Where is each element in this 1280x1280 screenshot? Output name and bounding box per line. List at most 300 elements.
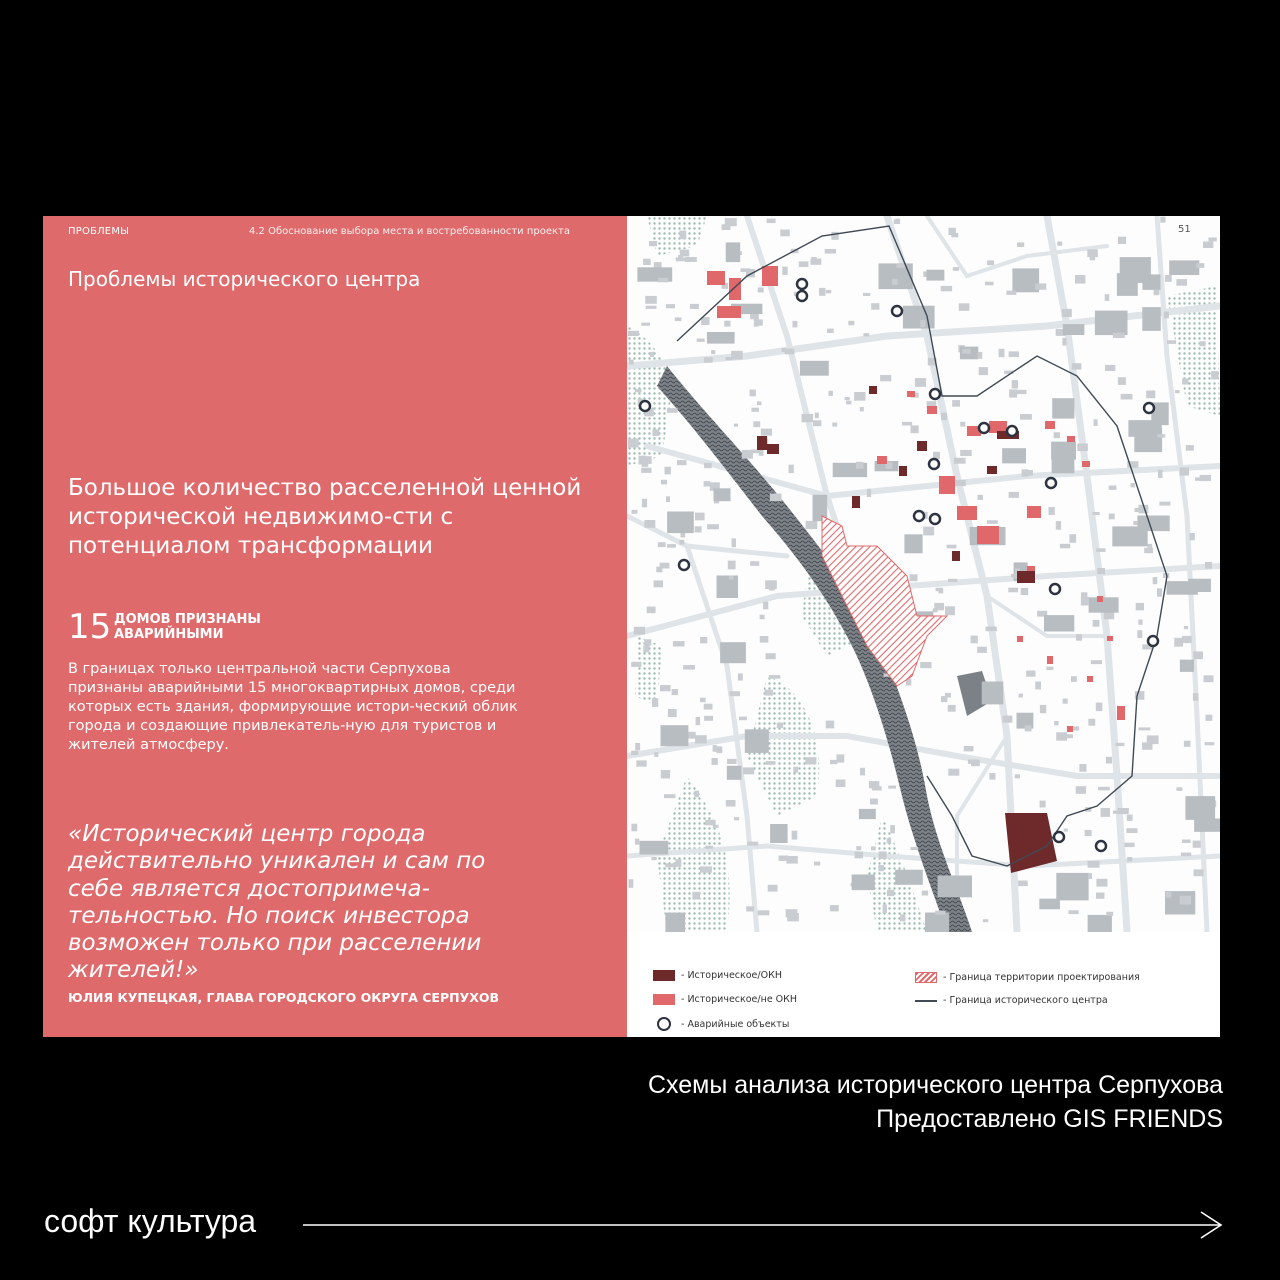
building (832, 423, 837, 427)
building (935, 911, 945, 915)
building (892, 279, 898, 285)
building (631, 824, 637, 832)
building (814, 862, 820, 866)
emergency-object-marker (1096, 841, 1106, 851)
building (1106, 757, 1112, 764)
building (1160, 217, 1165, 223)
legend-label: - Историческое/ОКН (681, 970, 782, 981)
building (1017, 242, 1024, 247)
building (1089, 597, 1119, 612)
building (1185, 796, 1215, 820)
building (732, 538, 737, 547)
building (1165, 275, 1172, 282)
building (941, 286, 952, 291)
building (1109, 514, 1115, 520)
building (979, 367, 988, 375)
section-label: ПРОБЛЕМЫ (68, 226, 130, 237)
building (960, 422, 965, 427)
building (704, 463, 712, 468)
building (672, 689, 678, 695)
building (1046, 667, 1053, 671)
building (697, 339, 705, 342)
legend-historic-okn (653, 970, 782, 981)
building (1104, 612, 1115, 620)
building (704, 704, 713, 710)
building (1012, 268, 1039, 292)
building (952, 400, 960, 407)
building (1205, 562, 1212, 569)
building (753, 421, 760, 427)
building (911, 425, 919, 433)
building (661, 770, 670, 779)
building (848, 321, 854, 326)
building (904, 534, 922, 553)
building (1069, 534, 1076, 543)
building (1196, 263, 1204, 268)
building (785, 349, 795, 355)
emergency-object-marker (1046, 478, 1056, 488)
building (1118, 377, 1126, 385)
building (765, 690, 774, 696)
building (989, 773, 995, 780)
building (999, 349, 1005, 357)
building (641, 468, 651, 473)
building (925, 913, 949, 933)
building (650, 352, 654, 357)
building (668, 709, 677, 717)
building (1076, 634, 1082, 641)
building (1204, 675, 1214, 682)
caption-line-2: Предоставлено GIS FRIENDS (876, 1105, 1223, 1133)
building (717, 746, 723, 753)
building (977, 647, 987, 653)
building (1105, 294, 1110, 301)
building (760, 615, 765, 620)
map-legend (627, 932, 1220, 1037)
building (678, 255, 683, 259)
building (635, 839, 639, 845)
building (1025, 725, 1032, 731)
building (727, 759, 737, 764)
building (1063, 699, 1068, 704)
building (685, 257, 697, 262)
building (751, 450, 762, 454)
building (726, 357, 733, 360)
building (1157, 588, 1162, 596)
building (1015, 774, 1020, 778)
emergency-object-marker (892, 306, 902, 316)
building (1166, 892, 1172, 898)
legend-label: - Граница территории проектирования (943, 972, 1140, 983)
building (1040, 705, 1046, 713)
building (724, 321, 730, 327)
building (705, 820, 715, 826)
building (707, 524, 719, 529)
building (1022, 470, 1033, 476)
building (631, 751, 638, 755)
building (628, 439, 639, 448)
building (802, 414, 814, 422)
building (836, 754, 844, 762)
building (1182, 840, 1191, 844)
quote-author: ЮЛИЯ КУПЕЦКАЯ, ГЛАВА ГОРОДСКОГО ОКРУГА СЕРПУХОВ (68, 990, 500, 1005)
building (949, 228, 956, 235)
building (880, 375, 891, 381)
building (629, 360, 634, 365)
building (1057, 242, 1062, 246)
building (635, 743, 640, 750)
building (780, 230, 790, 237)
building (738, 673, 743, 680)
stat-label: ДОМОВ ПРИЗНАНЫ АВАРИЙНЫМИ (114, 612, 261, 642)
building (786, 909, 798, 917)
building (665, 467, 671, 475)
building (945, 606, 955, 615)
building (642, 499, 647, 508)
building (879, 263, 913, 289)
building (1133, 521, 1137, 525)
building (863, 293, 870, 296)
building (1182, 378, 1188, 384)
building (628, 879, 633, 888)
building (805, 757, 816, 764)
building (1090, 252, 1096, 261)
building (1068, 910, 1078, 914)
building (890, 825, 895, 833)
building (1139, 727, 1151, 730)
map-canvas (627, 216, 1220, 932)
building (1062, 338, 1066, 346)
building (758, 910, 770, 915)
building (964, 746, 974, 751)
building (987, 520, 998, 524)
building (1054, 432, 1060, 438)
building (758, 287, 764, 292)
building (926, 270, 944, 281)
building (953, 267, 959, 271)
building (696, 717, 701, 725)
building (1056, 873, 1088, 901)
building (978, 352, 983, 359)
building (1206, 715, 1213, 721)
building (920, 662, 931, 668)
building (792, 831, 798, 840)
building (1035, 283, 1046, 289)
building (1039, 899, 1060, 910)
building (665, 913, 685, 932)
swatch-center-boundary (915, 1000, 937, 1002)
building (677, 460, 686, 465)
building (1186, 445, 1194, 451)
building (894, 219, 900, 224)
building (649, 241, 657, 246)
building (734, 817, 739, 820)
building (654, 752, 658, 757)
building (856, 846, 861, 850)
building (895, 870, 923, 885)
page-number: 51 (1178, 224, 1191, 235)
emergency-object-marker (979, 423, 989, 433)
building (1118, 237, 1126, 244)
building (1076, 786, 1086, 794)
building (1116, 743, 1125, 746)
building (695, 526, 702, 532)
building (750, 561, 759, 566)
building (830, 905, 839, 911)
building (793, 321, 798, 328)
building (727, 766, 742, 780)
building (751, 408, 759, 412)
quote: «Исторический центр города действительно уникален и сам по себе является достопримеча-тельностью. Но поиск инвестора возможен только при расселении жителей!» (68, 821, 486, 984)
building (1176, 279, 1187, 286)
building (768, 885, 778, 892)
building (1088, 873, 1092, 879)
building (707, 332, 735, 344)
building (673, 641, 685, 646)
building (654, 580, 663, 587)
building (1009, 492, 1019, 498)
swatch-historic-okn (653, 970, 675, 981)
building (1181, 853, 1191, 857)
presentation-slide (43, 216, 1220, 1037)
arrow-right-icon (303, 1210, 1225, 1240)
building (745, 729, 769, 753)
building (1009, 389, 1017, 397)
building (1094, 419, 1098, 426)
building (922, 891, 928, 896)
building (704, 357, 713, 363)
building (1093, 620, 1100, 627)
building (769, 675, 781, 679)
emergency-object-marker (914, 511, 924, 521)
building (827, 329, 834, 333)
building (854, 392, 865, 401)
building (1121, 394, 1133, 400)
legend-emergency (653, 1017, 789, 1031)
building (661, 725, 689, 746)
building (1195, 477, 1203, 480)
building (1098, 787, 1110, 791)
building (1167, 581, 1198, 595)
building (763, 602, 768, 610)
building (1088, 719, 1095, 726)
building (667, 408, 678, 413)
building (939, 588, 944, 593)
building (887, 890, 894, 896)
building (726, 242, 741, 262)
building (955, 480, 966, 486)
building (761, 429, 772, 436)
building (934, 603, 944, 610)
building (683, 665, 695, 670)
building (711, 350, 715, 354)
building (1211, 371, 1218, 379)
building (1064, 829, 1068, 832)
building (757, 401, 762, 405)
emergency-object-marker (1050, 584, 1060, 594)
building (734, 424, 738, 427)
building (1060, 544, 1070, 549)
building (789, 465, 794, 474)
building (860, 407, 864, 411)
swatch-project-boundary (915, 972, 937, 983)
building (1184, 626, 1188, 629)
building (729, 576, 733, 580)
building (1182, 636, 1192, 643)
building (1194, 819, 1220, 832)
building (1167, 340, 1176, 344)
building (704, 716, 713, 721)
building (845, 397, 850, 400)
emergency-object-marker (797, 291, 807, 301)
building (888, 786, 896, 789)
building (987, 260, 994, 265)
building (947, 545, 957, 549)
building (1194, 869, 1204, 876)
building (1205, 742, 1215, 745)
building (660, 685, 671, 691)
building (680, 540, 685, 545)
building (1136, 603, 1144, 611)
building (1017, 390, 1027, 394)
building (713, 745, 718, 752)
building (1026, 671, 1035, 677)
building (746, 906, 754, 911)
building (1180, 467, 1189, 475)
building (1096, 703, 1103, 712)
building (643, 259, 651, 265)
building (1088, 915, 1112, 932)
building (1002, 448, 1026, 463)
building (652, 698, 658, 707)
building (1109, 486, 1117, 490)
building (1157, 434, 1165, 438)
legend-historic-not-okn (653, 994, 797, 1005)
building (1054, 721, 1058, 725)
building (664, 794, 676, 798)
building (985, 282, 994, 286)
building (690, 304, 699, 309)
building (1184, 741, 1191, 747)
building (811, 257, 817, 264)
building (872, 786, 882, 790)
building (731, 351, 743, 360)
building (978, 495, 983, 500)
building (765, 580, 777, 589)
building (1138, 620, 1142, 625)
building (941, 696, 947, 702)
building (878, 865, 884, 871)
building (1021, 588, 1028, 595)
building (830, 760, 837, 764)
emergency-object-marker (1148, 636, 1158, 646)
building (1175, 390, 1180, 393)
building (1147, 735, 1159, 744)
building (700, 698, 706, 703)
building (1019, 694, 1023, 698)
building (879, 851, 887, 859)
building (1085, 830, 1092, 836)
building (667, 544, 676, 548)
building (1106, 912, 1113, 916)
building (915, 378, 926, 387)
building (900, 914, 905, 921)
building (954, 458, 966, 464)
building (779, 856, 789, 862)
building (713, 825, 719, 828)
building (645, 296, 657, 304)
building (1203, 242, 1213, 249)
building (1012, 380, 1018, 388)
building (1081, 597, 1089, 606)
building (1052, 451, 1075, 473)
building (1134, 428, 1162, 452)
building (675, 317, 682, 321)
building (782, 267, 787, 275)
emergency-object-marker (1054, 832, 1064, 842)
swatch-historic-not-okn (653, 994, 675, 1005)
legend-label: - Граница исторического центра (943, 995, 1108, 1006)
building (1180, 660, 1194, 672)
building (1159, 502, 1170, 506)
building (680, 231, 687, 240)
building (652, 429, 659, 436)
building (755, 319, 763, 325)
building (971, 760, 980, 766)
building (1096, 879, 1107, 887)
building (644, 639, 651, 645)
building (1079, 764, 1086, 772)
building (1154, 290, 1160, 295)
building (665, 863, 677, 867)
building (651, 857, 656, 860)
building (628, 331, 639, 336)
emergency-object-marker (1144, 403, 1154, 413)
building (1193, 693, 1199, 701)
building (815, 413, 819, 419)
building (1180, 896, 1191, 905)
building (846, 401, 851, 405)
building (1127, 815, 1133, 821)
building (1040, 801, 1046, 808)
building (870, 799, 878, 805)
building (1209, 238, 1217, 242)
brand-logo-text: софт культура (44, 1203, 257, 1239)
emergency-object-marker (929, 459, 939, 469)
building (722, 224, 731, 230)
building (1091, 660, 1102, 664)
building (826, 290, 831, 293)
building (1009, 351, 1019, 357)
building (902, 422, 912, 426)
building (799, 261, 809, 267)
stat-number: 15 (68, 607, 112, 647)
building (948, 579, 957, 582)
building (825, 249, 836, 254)
building (826, 721, 835, 729)
building (859, 809, 876, 819)
subsection-label: 4.2 Обоснование выбора места и востребованности проекта (249, 226, 571, 237)
building (1049, 507, 1055, 515)
building (770, 824, 788, 843)
building (896, 264, 905, 268)
building (1095, 311, 1128, 336)
building (767, 219, 776, 224)
building (1137, 630, 1142, 638)
headline: Большое количество расселенной ценной исторической недвижимо-сти с потенциалом трансформации (68, 475, 582, 559)
building (1158, 470, 1163, 478)
building (800, 361, 829, 376)
